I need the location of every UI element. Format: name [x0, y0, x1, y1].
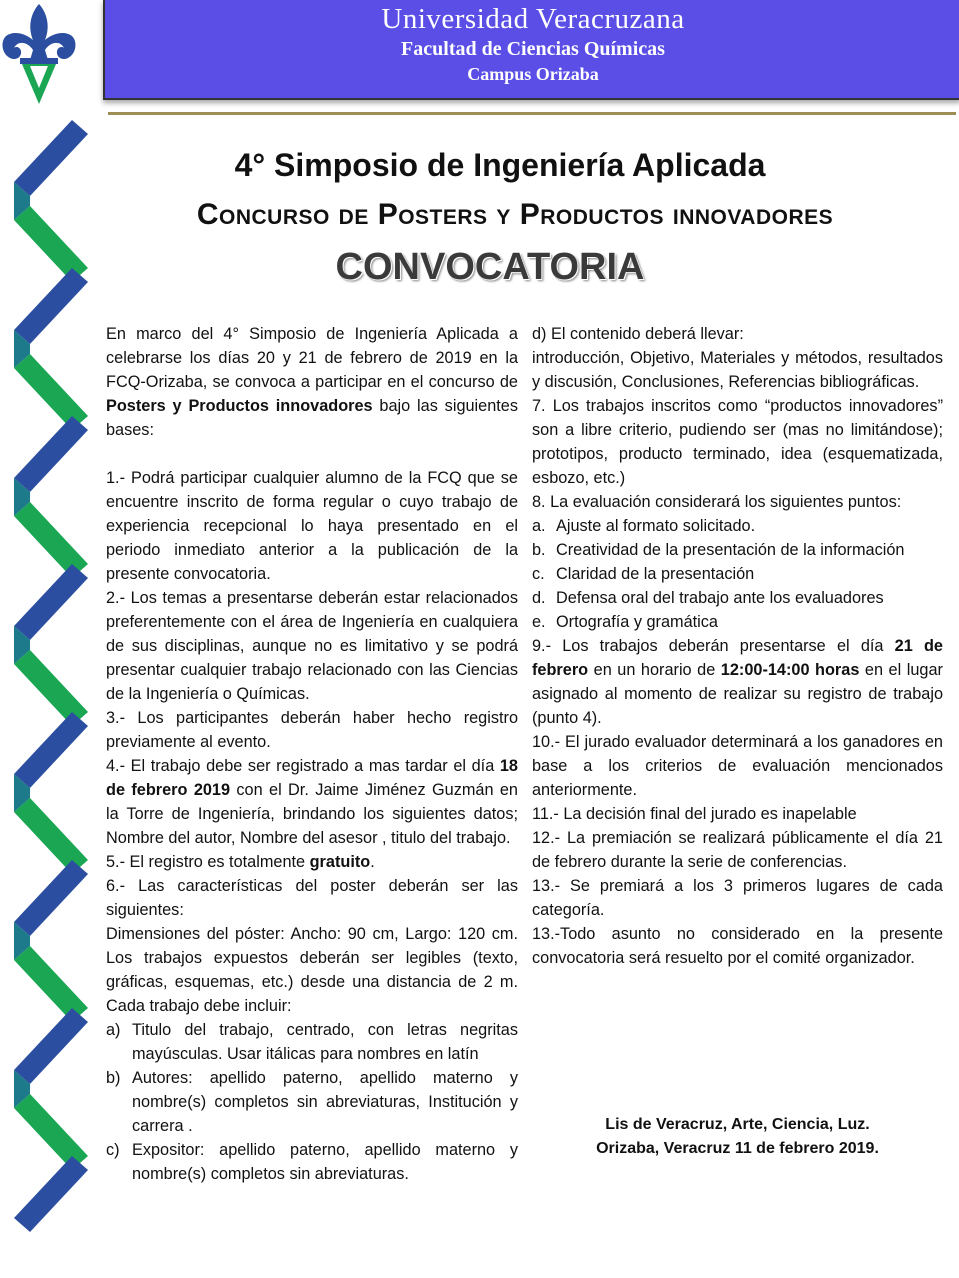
content-body: introducción, Objetivo, Materiales y métodos, resultados y discusión, Conclusiones, Referencias bibliográficas. — [532, 349, 943, 391]
faculty-name: Facultad de Ciencias Químicas — [401, 38, 665, 60]
base-6: 6.- Las características del poster deberán ser las siguientes: — [106, 877, 518, 919]
list-item — [106, 1138, 518, 1186]
place-date: Orizaba, Veracruz 11 de febrero 2019. — [596, 1140, 879, 1157]
left-column — [106, 322, 518, 1186]
list-item — [532, 562, 943, 586]
uv-logo-icon — [0, 0, 78, 110]
base-13: 13.- Se premiará a los 3 primeros lugares de cada categoría. — [532, 877, 943, 919]
list-marker: d. — [532, 589, 546, 607]
list-marker: c) — [106, 1141, 120, 1159]
base-3: 3.- Los participantes deberán haber hecho registro previamente al evento. — [106, 709, 518, 751]
base-5 — [106, 850, 518, 874]
list-item-text: Titulo del trabajo, centrado, con letras negritas mayúsculas. Usar itálicas para nombres en latín — [132, 1021, 518, 1063]
base-8: 8. La evaluación considerará los siguientes puntos: — [532, 493, 902, 511]
symposium-title: 4° Simposio de Ingeniería Aplicada — [234, 147, 766, 183]
base-10: 10.- El jurado evaluador determinará a los ganadores en base a los criterios de evaluación mencionados anteriormente. — [532, 733, 943, 799]
base-4-deadline: 18 de febrero 2019 — [106, 757, 518, 799]
list-marker: b) — [106, 1069, 121, 1087]
header-banner — [103, 0, 959, 100]
right-column — [532, 322, 943, 970]
list-item-text: Expositor: apellido paterno, apellido materno y nombre(s) completos sin abreviaturas. — [132, 1141, 518, 1183]
list-item — [106, 1018, 518, 1066]
list-item-text: Autores: apellido paterno, apellido materno y nombre(s) completos sin abreviaturas, Institución y carrera . — [132, 1069, 518, 1135]
base-9-text-c: en un horario de — [588, 661, 721, 679]
list-marker: a. — [532, 517, 546, 535]
list-marker: a) — [106, 1021, 121, 1039]
list-item-text: Creatividad de la presentación de la información — [556, 541, 905, 559]
base-1: 1.- Podrá participar cualquier alumno de la FCQ que se encuentre inscrito de forma regular o cuyo trabajo de experiencia recepcional lo haya presentado en el periodo inmediato anterior a la publicación de la presente convocatoria. — [106, 469, 518, 583]
list-marker: b. — [532, 541, 546, 559]
base-2: 2.- Los temas a presentarse deberán estar relacionados preferentemente con el área de Ingeniería en cualquiera de sus disciplinas, aunque no es limitativo y se podrá presentar cualquier trabajo relacionado con las Ciencias de la Ingeniería o Químicas. — [106, 589, 518, 703]
header-divider — [108, 112, 956, 115]
intro-text-c: bajo las siguientes bases: — [106, 397, 518, 439]
list-item — [106, 1066, 518, 1138]
list-item-text: Ortografía y gramática — [556, 613, 718, 631]
base-11: 11.- La decisión final del jurado es inapelable — [532, 805, 857, 823]
base-5-free: gratuito — [309, 853, 371, 871]
base-13b: 13.-Todo asunto no considerado en la presente convocatoria será resuelto por el comité organizador. — [532, 925, 943, 967]
base-9 — [532, 634, 943, 730]
intro-text-a: En marco del 4° Simposio de Ingeniería Aplicada a celebrarse los días 20 y 21 de febrero de 2019 en la FCQ-Orizaba, se convoca a participar en el concurso de — [106, 325, 518, 391]
motto: Lis de Veracruz, Arte, Ciencia, Luz. — [605, 1116, 870, 1133]
base-9-date: 21 de febrero — [532, 637, 943, 679]
base-6-dimensions: Dimensiones del póster: Ancho: 90 cm, Largo: 120 cm. Los trabajos expuestos deberán ser legibles (texto, gráficas, esquemas, etc.) desde una distancia de 2 m. Cada trabajo debe incluir: — [106, 925, 518, 1015]
zigzag-ribbon-icon — [0, 120, 90, 1240]
list-item — [532, 586, 943, 610]
list-marker: e. — [532, 613, 546, 631]
base-12: 12.- La premiación se realizará públicamente el día 21 de febrero durante la serie de conferencias. — [532, 829, 943, 871]
base-9-text-a: 9.- Los trabajos deberán presentarse el día — [532, 637, 895, 655]
content-heading: d) El contenido deberá llevar: — [532, 325, 744, 343]
campus-name: Campus Orizaba — [467, 64, 599, 84]
base-7: 7. Los trabajos inscritos como “productos innovadores” son a libre criterio, pudiendo ser (mas no limitándose); prototipos, producto terminado, idea (esquematizada, esbozo, etc.) — [532, 397, 943, 487]
list-item-text: Claridad de la presentación — [556, 565, 755, 583]
base-4-text-c: con el Dr. Jaime Jiménez Guzmán en la Torre de Ingeniería, brindando los siguientes datos; Nombre del autor, Nombre del asesor , titulo del trabajo. — [106, 781, 518, 847]
list-item-text: Ajuste al formato solicitado. — [556, 517, 756, 535]
base-4 — [106, 754, 518, 850]
list-marker: c. — [532, 565, 545, 583]
list-item — [532, 514, 943, 538]
base-5-text-c: . — [370, 853, 375, 871]
base-9-hours: 12:00-14:00 horas — [720, 661, 860, 679]
intro-text-bold: Posters y Productos innovadores — [106, 397, 373, 415]
list-item — [532, 610, 943, 634]
contest-title: Concurso de Posters y Productos innovadores — [196, 198, 834, 231]
base-4-text-a: 4.- El trabajo debe ser registrado a mas tardar el día — [106, 757, 500, 775]
list-item-text: Defensa oral del trabajo ante los evaluadores — [556, 589, 884, 607]
closing-block — [532, 1113, 943, 1161]
intro-paragraph — [106, 322, 518, 442]
list-item — [532, 538, 943, 562]
convocatoria-title: CONVOCATORIA — [335, 246, 645, 288]
base-9-text-e: en el lugar asignado al momento de realizar su registro de trabajo (punto 4). — [532, 661, 943, 727]
base-5-text-a: 5.- El registro es totalmente — [106, 853, 310, 871]
university-name: Universidad Veracruzana — [381, 3, 685, 35]
